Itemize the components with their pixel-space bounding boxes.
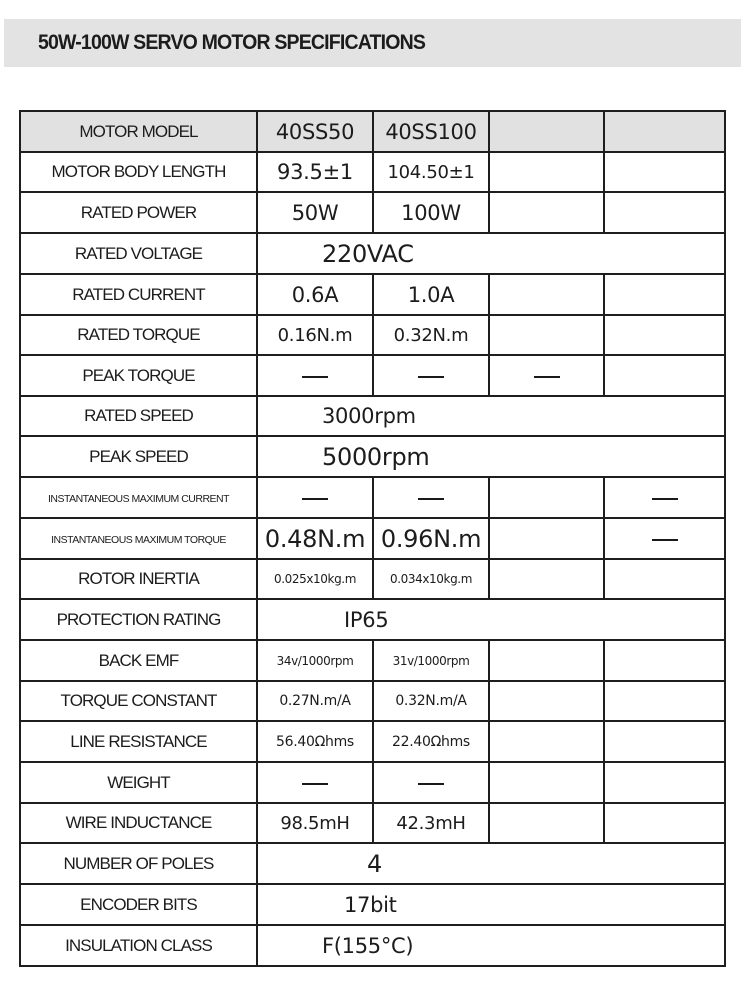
- table-row: [20, 355, 725, 396]
- row-label: [20, 436, 257, 477]
- cell-value: [604, 721, 725, 762]
- cell-value: [257, 559, 373, 599]
- cell-text: LINE RESISTANCE: [70, 731, 207, 751]
- cell-value: [257, 762, 373, 803]
- cell-text: RATED TORQUE: [77, 325, 200, 344]
- cell-text: 1.0A: [407, 282, 455, 307]
- cell-value: [373, 274, 489, 315]
- cell-text: TORQUE CONSTANT: [60, 691, 217, 710]
- cell-value: [373, 152, 489, 192]
- cell-text: 34v/1000rpm: [276, 653, 354, 668]
- row-label: [20, 152, 257, 192]
- cell-text: 22.40Ωhms: [392, 733, 470, 750]
- row-label: [20, 559, 257, 599]
- cell-text: 0.025x10kg.m: [274, 572, 356, 586]
- cell-text: INSTANTANEOUS MAXIMUM CURRENT: [47, 492, 230, 505]
- row-label: [20, 355, 257, 396]
- cell-value: [604, 681, 725, 721]
- cell-text: WEIGHT: [107, 772, 170, 792]
- cell-text: [418, 771, 444, 795]
- row-label: [20, 762, 257, 803]
- row-label: [20, 233, 257, 274]
- cell-value: [257, 192, 373, 233]
- table-row: [20, 640, 725, 681]
- cell-text: 42.3mH: [396, 812, 466, 834]
- row-label: [20, 925, 257, 966]
- cell-value: [257, 803, 373, 843]
- cell-text: NUMBER OF POLES: [63, 853, 214, 873]
- cell-value: [257, 518, 373, 559]
- cell-text: 3000rpm: [322, 404, 416, 428]
- cell-text: BACK EMF: [98, 650, 179, 670]
- table-row: [20, 477, 725, 518]
- cell-text: IP65: [344, 607, 389, 632]
- cell-value: [604, 518, 725, 559]
- cell-value: [489, 518, 604, 559]
- cell-text: RATED POWER: [80, 202, 197, 222]
- cell-text: 56.40Ωhms: [276, 733, 354, 750]
- cell-value: [604, 559, 725, 599]
- cell-text: 0.32N.m/A: [395, 693, 467, 709]
- dash-mark: [302, 783, 328, 785]
- cell-text: 40SS50: [275, 119, 355, 144]
- row-label: [20, 843, 257, 884]
- cell-value: [257, 640, 373, 681]
- cell-text: 4: [367, 849, 382, 878]
- cell-text: 0.32N.m: [393, 324, 469, 346]
- column-header: [257, 111, 373, 152]
- cell-text: WIRE INDUCTANCE: [65, 813, 212, 832]
- cell-value-merged: [257, 884, 725, 925]
- table-row: [20, 192, 725, 233]
- cell-text: [302, 486, 328, 510]
- cell-value: [489, 152, 604, 192]
- row-label: [20, 477, 257, 518]
- cell-value: [373, 803, 489, 843]
- cell-value: [604, 355, 725, 396]
- row-label: [20, 884, 257, 925]
- cell-text: 17bit: [344, 892, 397, 917]
- cell-text: RATED CURRENT: [72, 284, 205, 304]
- cell-value: [489, 559, 604, 599]
- row-label: [20, 396, 257, 436]
- cell-text: RATED VOLTAGE: [74, 243, 203, 263]
- dash-mark: [302, 376, 328, 378]
- cell-text: 100W: [401, 200, 461, 225]
- cell-value-merged: [257, 925, 725, 966]
- cell-value: [489, 762, 604, 803]
- table-row: [20, 681, 725, 721]
- cell-value-merged: [257, 396, 725, 436]
- cell-value: [604, 803, 725, 843]
- row-label: [20, 518, 257, 559]
- cell-value: [373, 721, 489, 762]
- cell-value: [373, 640, 489, 681]
- cell-value: [373, 559, 489, 599]
- table-row: [20, 925, 725, 966]
- table-row: [20, 762, 725, 803]
- cell-value: [489, 721, 604, 762]
- dash-mark: [534, 376, 560, 378]
- cell-text: [302, 771, 328, 795]
- dash-mark: [418, 498, 444, 500]
- cell-text: ENCODER BITS: [80, 894, 197, 914]
- cell-text: [652, 527, 678, 551]
- cell-text: PEAK SPEED: [89, 446, 188, 466]
- cell-value: [489, 192, 604, 233]
- table-row: [20, 803, 725, 843]
- cell-text: RATED SPEED: [84, 406, 193, 425]
- cell-value: [489, 274, 604, 315]
- cell-value: [257, 477, 373, 518]
- table-header-row: [20, 111, 725, 152]
- row-label: [20, 274, 257, 315]
- dash-mark: [418, 376, 444, 378]
- cell-value: [257, 721, 373, 762]
- cell-value: [257, 681, 373, 721]
- cell-value: [373, 315, 489, 355]
- page-title: 50W-100W SERVO MOTOR SPECIFICATIONS: [38, 31, 426, 54]
- cell-value: [489, 803, 604, 843]
- column-header: [604, 111, 725, 152]
- table-row: [20, 152, 725, 192]
- cell-text: F(155°C): [322, 933, 414, 958]
- row-label: [20, 721, 257, 762]
- cell-value: [373, 762, 489, 803]
- cell-text: [418, 486, 444, 510]
- cell-value: [373, 355, 489, 396]
- table-row: [20, 518, 725, 559]
- row-label: [20, 640, 257, 681]
- row-label: [20, 192, 257, 233]
- dash-mark: [302, 498, 328, 500]
- cell-value-merged: [257, 843, 725, 884]
- title-banner: [4, 19, 741, 67]
- cell-text: 98.5mH: [280, 812, 350, 834]
- cell-value: [373, 681, 489, 721]
- table-row: [20, 721, 725, 762]
- cell-text: PEAK TORQUE: [82, 365, 195, 385]
- cell-text: 93.5±1: [277, 160, 353, 184]
- cell-text: 31v/1000rpm: [392, 653, 470, 668]
- cell-value: [604, 274, 725, 315]
- cell-value: [604, 477, 725, 518]
- cell-text: [652, 486, 678, 510]
- cell-value-merged: [257, 233, 725, 274]
- cell-text: 0.48N.m: [264, 524, 366, 553]
- cell-text: 0.6A: [291, 282, 339, 307]
- cell-value: [257, 315, 373, 355]
- column-header: [20, 111, 257, 152]
- cell-text: 104.50±1: [387, 161, 475, 183]
- row-label: [20, 803, 257, 843]
- row-label: [20, 315, 257, 355]
- cell-value: [257, 355, 373, 396]
- table-row: [20, 884, 725, 925]
- spec-table: [19, 110, 726, 967]
- cell-value: [489, 477, 604, 518]
- cell-text: 5000rpm: [322, 442, 430, 471]
- table-row: [20, 436, 725, 477]
- cell-text: 0.034x10kg.m: [390, 572, 472, 586]
- cell-value: [604, 192, 725, 233]
- cell-text: MOTOR MODEL: [79, 121, 198, 141]
- cell-text: INSULATION CLASS: [65, 935, 212, 955]
- cell-value: [604, 315, 725, 355]
- cell-value: [604, 152, 725, 192]
- cell-text: 50W: [291, 200, 339, 225]
- cell-value: [604, 640, 725, 681]
- cell-value: [489, 640, 604, 681]
- cell-text: [534, 364, 560, 388]
- cell-value: [257, 274, 373, 315]
- row-label: [20, 681, 257, 721]
- cell-value-merged: [257, 436, 725, 477]
- table-row: [20, 233, 725, 274]
- cell-text: 0.16N.m: [277, 324, 353, 346]
- column-header: [373, 111, 489, 152]
- cell-value-merged: [257, 599, 725, 640]
- cell-value: [373, 192, 489, 233]
- table-row: [20, 396, 725, 436]
- cell-text: [418, 364, 444, 388]
- cell-text: MOTOR BODY LENGTH: [51, 162, 226, 181]
- cell-value: [604, 762, 725, 803]
- table-row: [20, 843, 725, 884]
- cell-text: ROTOR INERTIA: [78, 569, 199, 588]
- dash-mark: [418, 783, 444, 785]
- cell-value: [373, 518, 489, 559]
- table-row: [20, 559, 725, 599]
- row-label: [20, 599, 257, 640]
- table-row: [20, 274, 725, 315]
- table-row: [20, 599, 725, 640]
- cell-value: [489, 355, 604, 396]
- dash-mark: [652, 498, 678, 500]
- cell-value: [257, 152, 373, 192]
- dash-mark: [652, 539, 678, 541]
- cell-value: [489, 315, 604, 355]
- cell-text: 220VAC: [322, 239, 414, 268]
- cell-text: [302, 364, 328, 388]
- cell-text: PROTECTION RATING: [56, 609, 221, 629]
- table-row: [20, 315, 725, 355]
- cell-value: [373, 477, 489, 518]
- cell-text: 0.27N.m/A: [279, 693, 351, 709]
- cell-text: INSTANTANEOUS MAXIMUM TORQUE: [51, 533, 226, 546]
- cell-text: 0.96N.m: [380, 524, 482, 553]
- cell-text: 40SS100: [385, 119, 477, 144]
- column-header: [489, 111, 604, 152]
- cell-value: [489, 681, 604, 721]
